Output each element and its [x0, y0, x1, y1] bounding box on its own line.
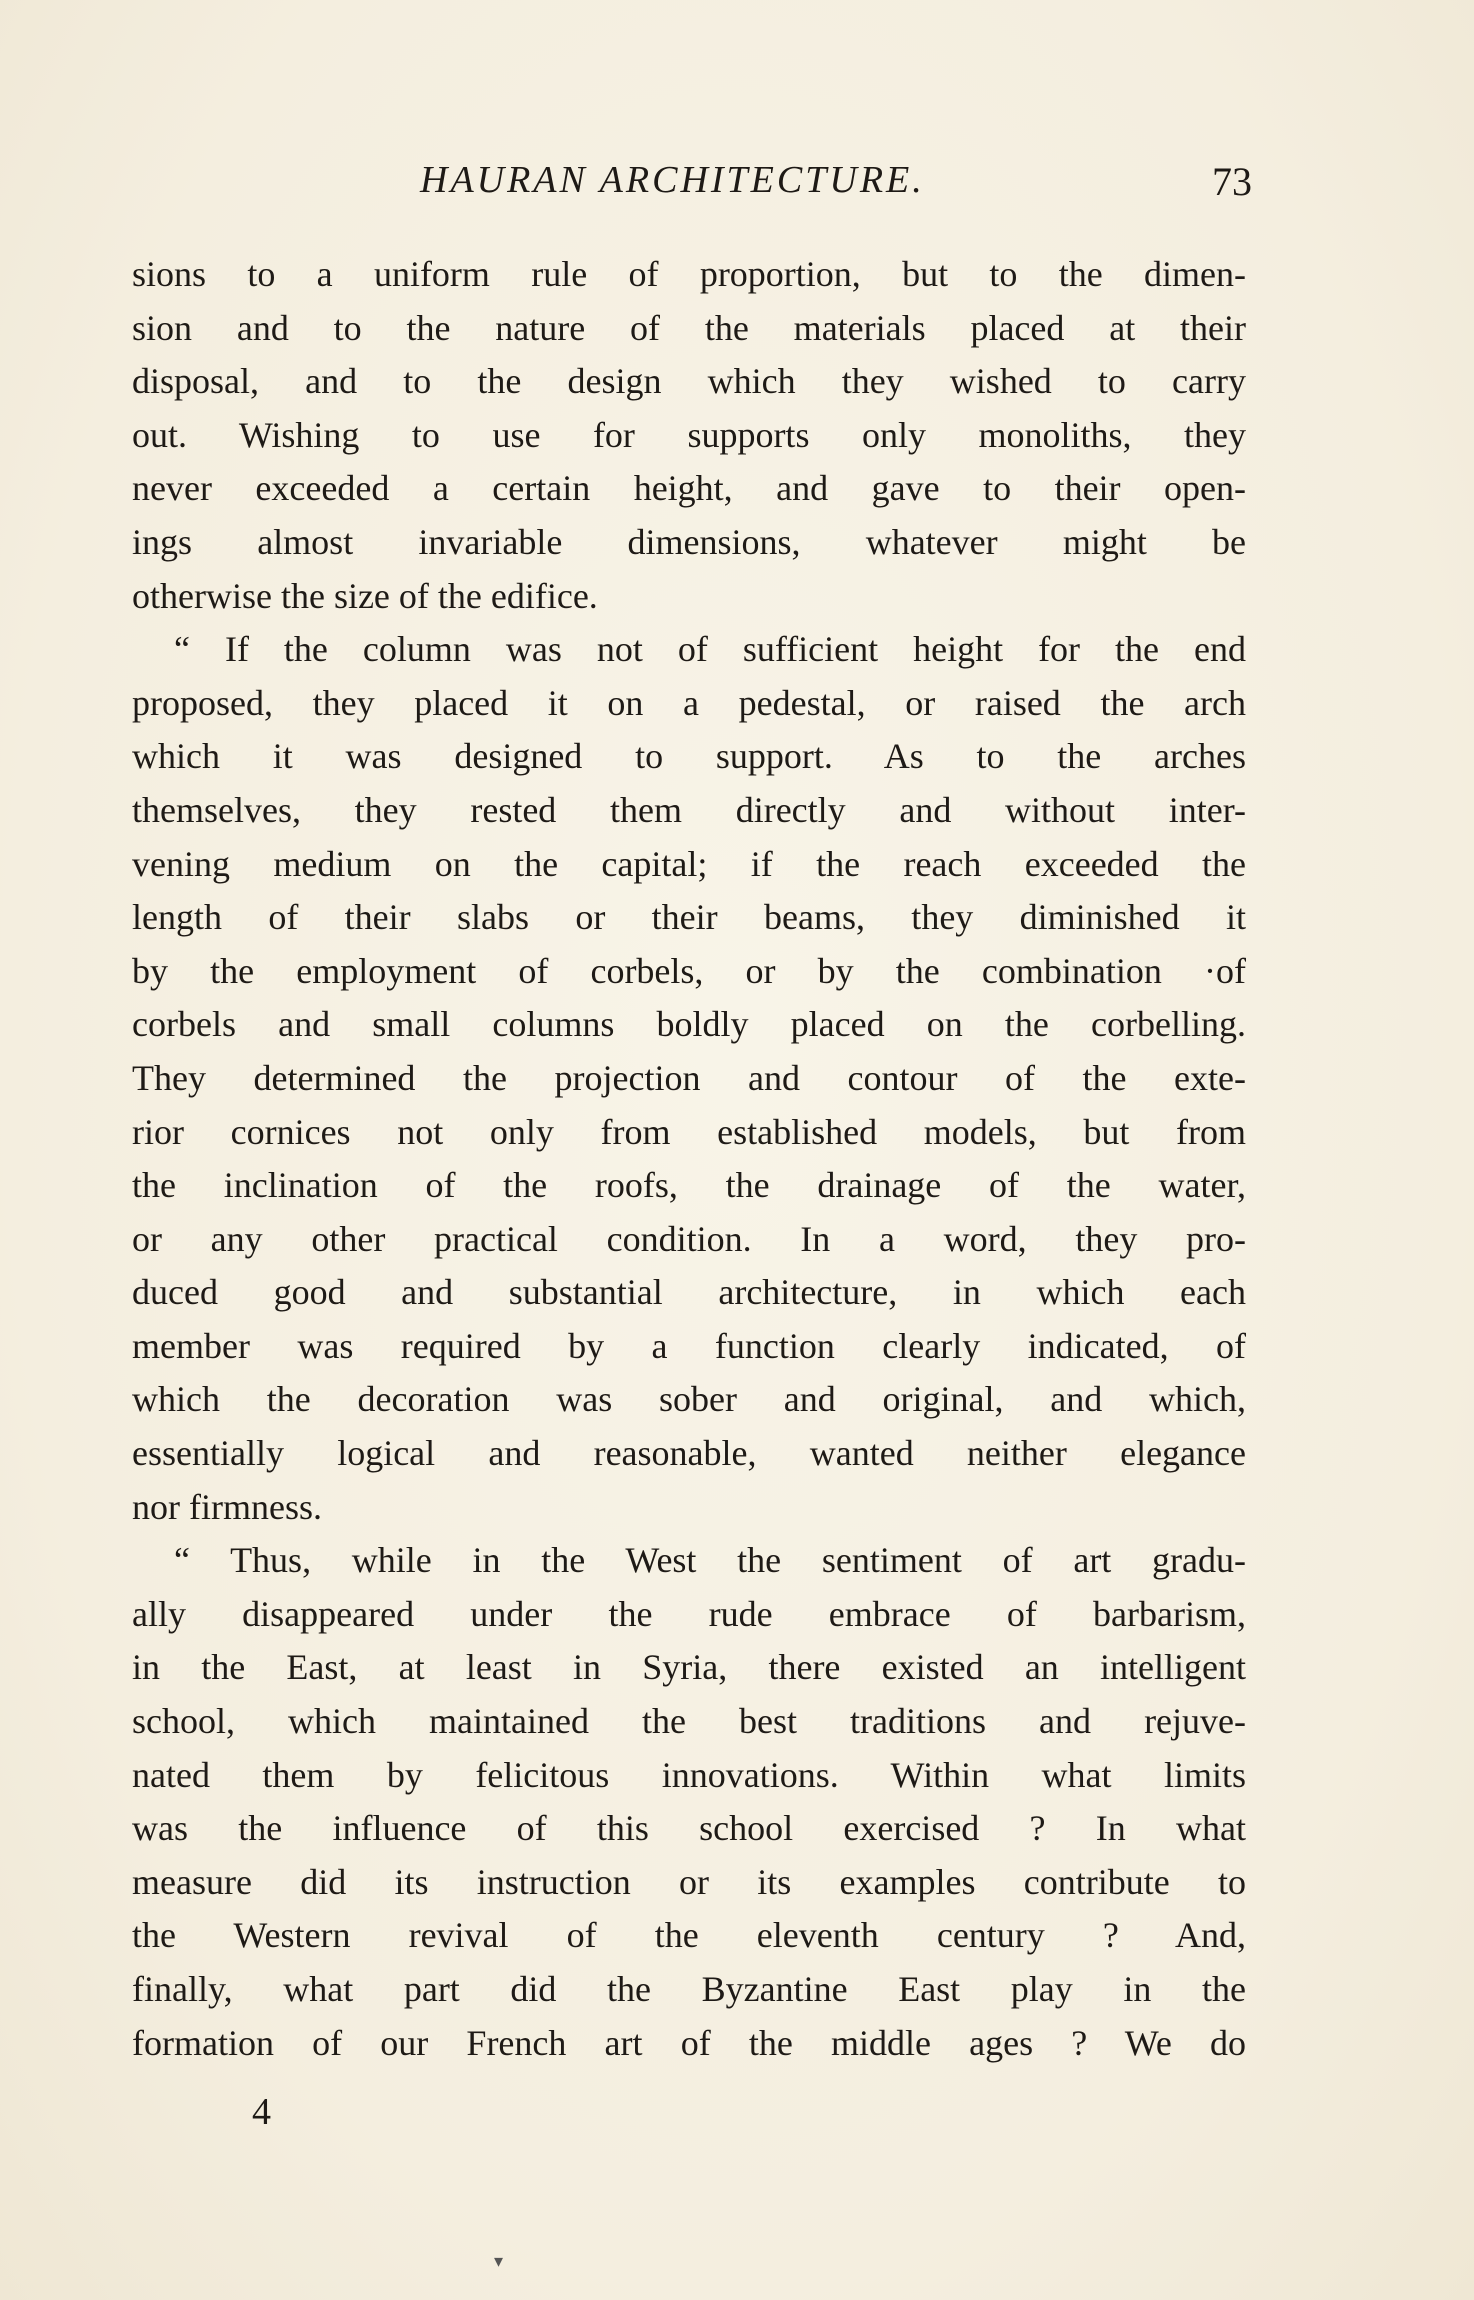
text-line: sions to a uniform rule of proportion, but to the dimen-	[132, 254, 1246, 294]
text-line: in the East, at least in Syria, there existed an intelligent	[132, 1647, 1246, 1688]
text-line: ings almost invariable dimensions, whatever might be	[132, 521, 1246, 562]
signature-mark: 4	[252, 2091, 271, 2133]
print-speck: ▾	[494, 2251, 504, 2271]
text-line: nated them by felicitous innovations. Within what limits	[132, 1754, 1246, 1795]
text-line: nor firmness.	[132, 1486, 322, 1527]
running-title: HAURAN ARCHITECTURE.	[420, 159, 925, 201]
page-number: 73	[1212, 159, 1252, 204]
text-line: proposed, they placed it on a pedestal, or raised the arch	[132, 682, 1246, 723]
text-line: corbels and small columns boldly placed on the corbelling.	[132, 1004, 1246, 1045]
text-line: formation of our French art of the middle ages ? We do	[132, 2022, 1246, 2063]
text-line: out. Wishing to use for supports only monoliths, they	[132, 414, 1246, 455]
text-line: or any other practical condition. In a word, they pro-	[132, 1218, 1246, 1259]
text-line: “ If the column was not of sufficient height for the end	[174, 629, 1246, 670]
text-line: the inclination of the roofs, the drainage of the water,	[132, 1165, 1246, 1206]
text-line: which the decoration was sober and original, and which,	[132, 1379, 1246, 1420]
running-head	[132, 158, 1252, 208]
text-line: which it was designed to support. As to the arches	[132, 736, 1246, 777]
text-line: ally disappeared under the rude embrace of barbarism,	[132, 1593, 1246, 1634]
text-line: measure did its instruction or its examples contribute to	[132, 1861, 1246, 1902]
text-line: was the influence of this school exercised ? In what	[132, 1808, 1246, 1849]
body-text	[132, 248, 1246, 2070]
text-line: disposal, and to the design which they wished to carry	[132, 361, 1246, 402]
text-line: They determined the projection and contour of the exte-	[132, 1057, 1246, 1098]
text-line: the Western revival of the eleventh century ? And,	[132, 1915, 1246, 1956]
text-line: duced good and substantial architecture, in which each	[132, 1272, 1246, 1313]
text-line: member was required by a function clearly indicated, of	[132, 1325, 1246, 1366]
text-line: finally, what part did the Byzantine East play in the	[132, 1969, 1246, 2009]
text-line: vening medium on the capital; if the reach exceeded the	[132, 843, 1246, 884]
text-line: length of their slabs or their beams, they diminished it	[132, 897, 1246, 938]
text-line: never exceeded a certain height, and gave to their open-	[132, 468, 1246, 509]
text-line: essentially logical and reasonable, wanted neither elegance	[132, 1433, 1246, 1474]
text-line: school, which maintained the best traditions and rejuve-	[132, 1701, 1246, 1742]
text-line: by the employment of corbels, or by the combination ·of	[132, 950, 1246, 991]
text-line: “ Thus, while in the West the sentiment of art gradu-	[174, 1540, 1246, 1581]
text-line: themselves, they rested them directly and without inter-	[132, 789, 1246, 830]
text-line: otherwise the size of the edifice.	[132, 575, 598, 616]
text-line: sion and to the nature of the materials placed at their	[132, 307, 1246, 348]
text-line: rior cornices not only from established models, but from	[132, 1111, 1246, 1152]
